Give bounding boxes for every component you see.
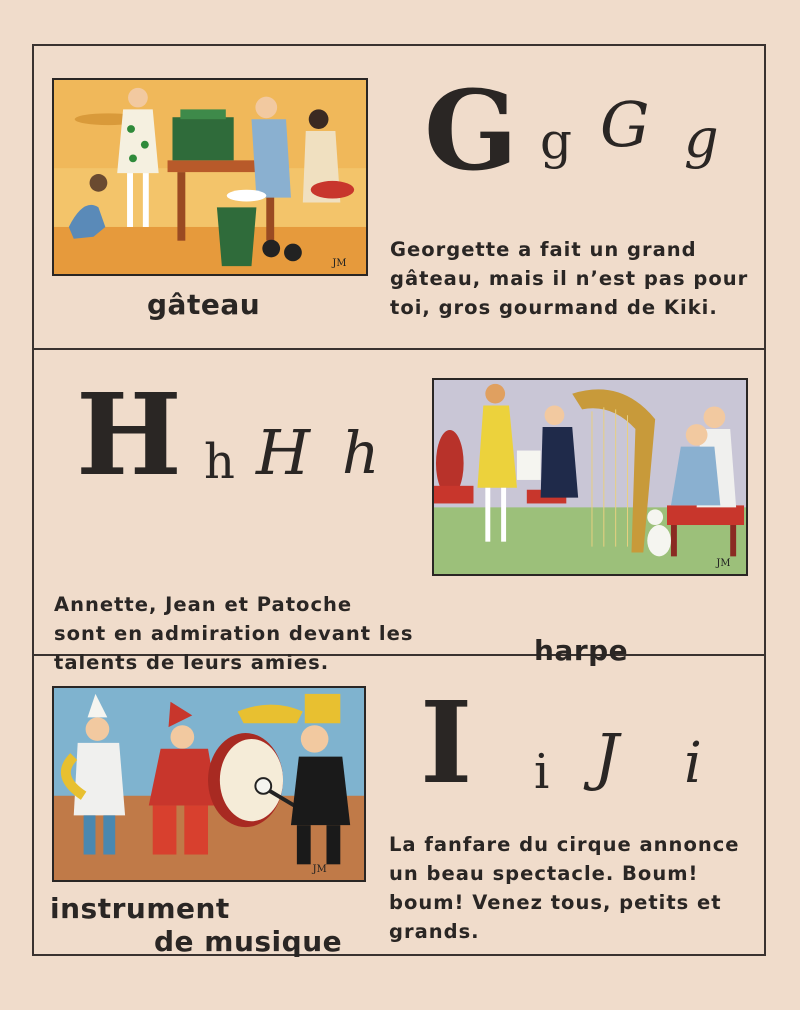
script-letter-g-upper: G	[600, 88, 650, 161]
alphabet-page	[32, 44, 766, 956]
letter-h-lower: h	[204, 434, 235, 490]
word-instrument-de-musique	[50, 892, 380, 958]
sentence-line: talents de leurs amies.	[54, 651, 330, 674]
panel-letter-i	[34, 656, 764, 958]
sentence-line: Georgette a fait un grand	[390, 238, 697, 261]
sentence-line: un beau spectacle. Boum!	[389, 862, 699, 885]
sentence-line: Annette, Jean et Patoche	[54, 593, 353, 616]
panel-letter-g	[34, 46, 764, 350]
big-letter-h-upper: H	[76, 370, 182, 501]
circus-band-image	[54, 688, 364, 880]
script-letter-h-upper: H	[256, 416, 311, 489]
sentence-line: sont en admiration devant les	[54, 622, 414, 645]
panel-letter-h	[34, 350, 764, 674]
word-line-de-musique: de musique	[154, 925, 343, 958]
word-line-instrument: instrument	[50, 892, 230, 925]
script-letter-i-lower: i	[684, 731, 702, 796]
sentence-line: toi, gros gourmand de Kiki.	[390, 296, 718, 319]
sentence-line: grands.	[389, 920, 480, 943]
sentence-line: gâteau, mais il n’est pas pour	[390, 267, 749, 290]
script-letter-h-lower: h	[342, 419, 380, 487]
letter-i-lower: i	[534, 744, 550, 800]
illustrator-signature: JM	[312, 864, 327, 876]
script-letter-g-lower: g	[684, 107, 719, 170]
illustrator-signature: JM	[332, 258, 347, 270]
sentence-g	[390, 235, 760, 322]
musique-illustration	[52, 686, 366, 882]
harpe-illustration	[432, 378, 748, 576]
sentence-line: La fanfare du cirque annonce	[389, 833, 740, 856]
harp-scene-image	[434, 380, 746, 574]
word-gateau: gâteau	[147, 288, 261, 321]
sentence-line: boum! Venez tous, petits et	[389, 891, 722, 914]
kitchen-scene-image	[54, 80, 366, 274]
letter-g-lower: g	[540, 112, 573, 170]
illustrator-signature: JM	[716, 558, 731, 570]
gateau-illustration	[52, 78, 368, 276]
big-letter-i-upper: I	[420, 678, 473, 809]
script-letter-i-upper: J	[594, 720, 619, 793]
big-letter-g-upper: G	[424, 66, 518, 195]
sentence-i	[389, 830, 761, 946]
word-harpe: harpe	[534, 634, 629, 667]
